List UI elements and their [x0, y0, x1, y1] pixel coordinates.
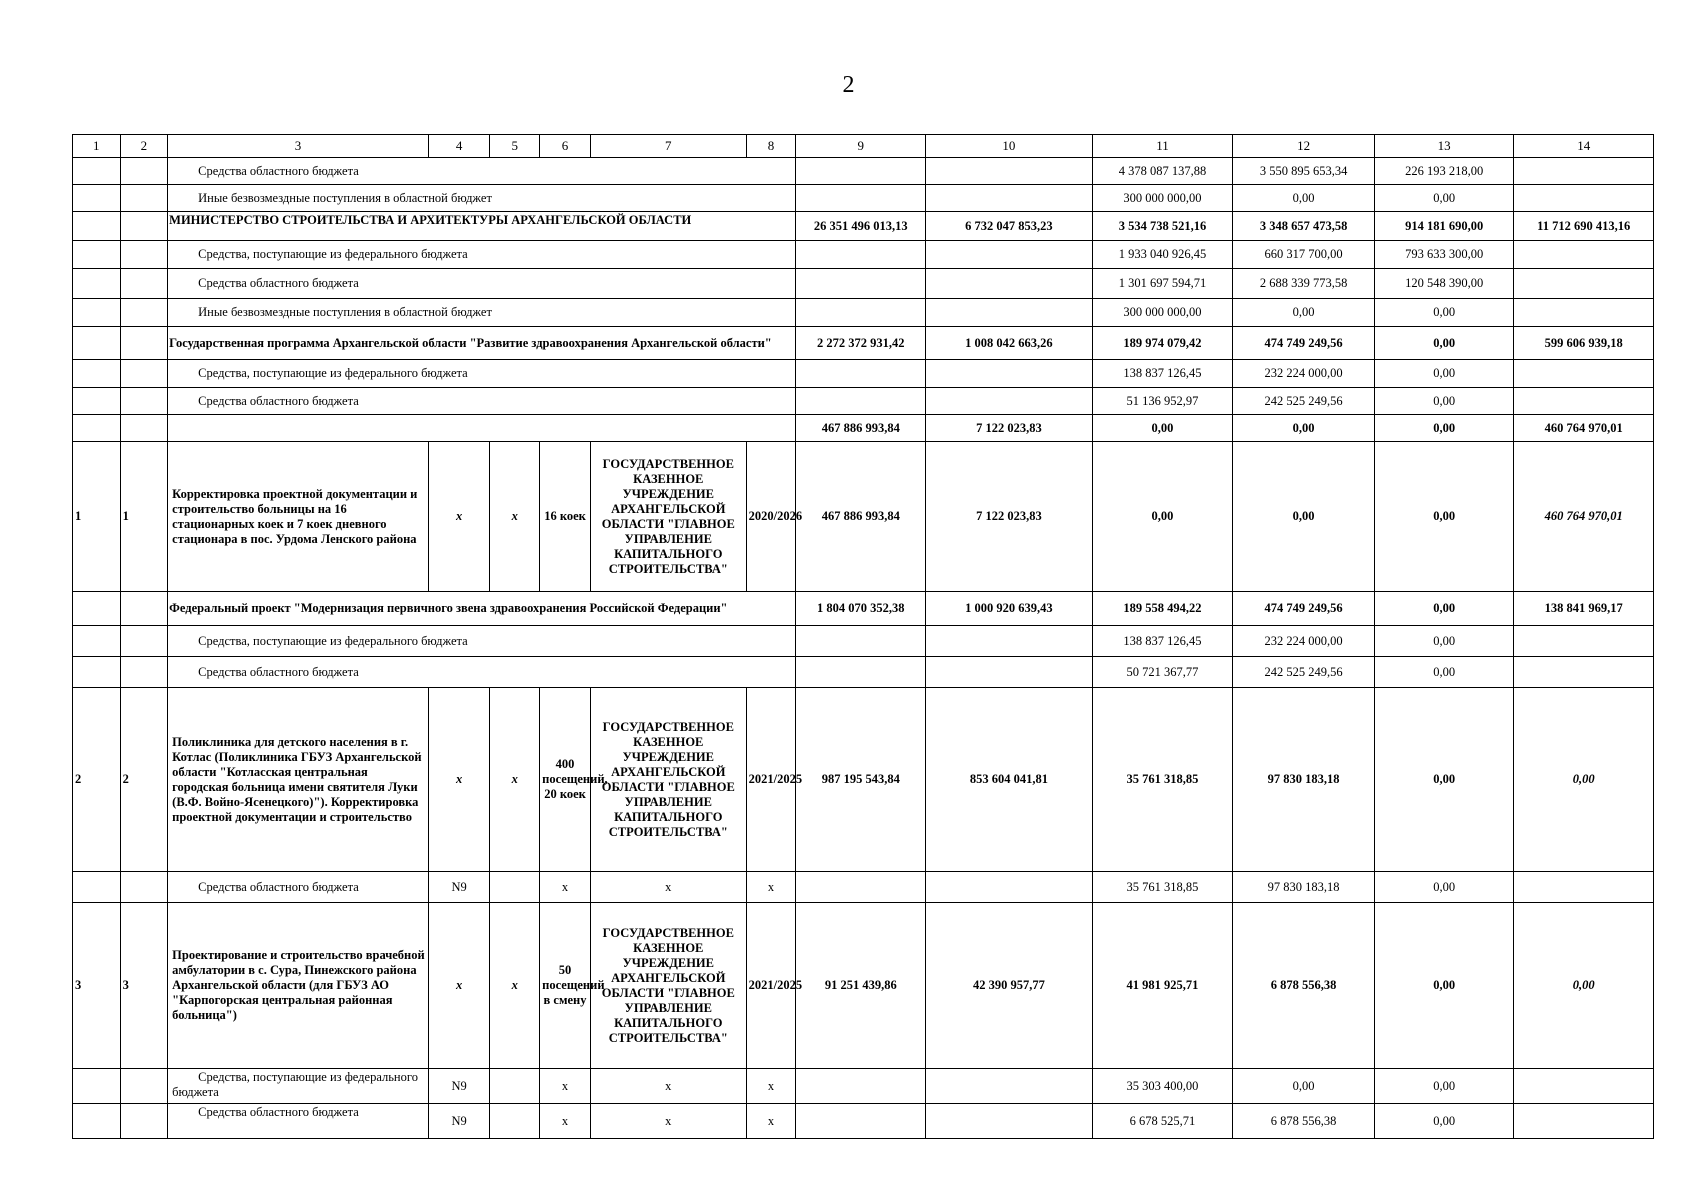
col4-value: N9 — [428, 1069, 490, 1104]
amount-col11: 138 837 126,45 — [1092, 360, 1233, 388]
amount-col13: 0,00 — [1374, 1104, 1514, 1139]
col7-value: x — [590, 872, 746, 903]
capacity: 50 посещений в смену — [540, 903, 591, 1069]
header-cell: 1 — [73, 135, 121, 158]
amount-col13: 0,00 — [1374, 388, 1514, 415]
responsible-organization: ГОСУДАРСТВЕННОЕ КАЗЕННОЕ УЧРЕЖДЕНИЕ АРХАНГЕЛЬСКОЙ ОБЛАСТИ "ГЛАВНОЕ УПРАВЛЕНИЕ КАПИТАЛЬНОГО СТРОИТЕЛЬСТВА" — [590, 442, 746, 592]
amount-col9: 91 251 439,86 — [796, 903, 926, 1069]
amount-col10: 42 390 957,77 — [926, 903, 1093, 1069]
row-subnumber: 1 — [120, 442, 168, 592]
row-label: Средства, поступающие из федерального бюджета — [168, 360, 796, 388]
amount-col12: 6 878 556,38 — [1233, 903, 1375, 1069]
row-subnumber: 2 — [120, 688, 168, 872]
amount-col9: 467 886 993,84 — [796, 415, 926, 442]
amount-col12: 242 525 249,56 — [1233, 388, 1375, 415]
col8-value: x — [746, 1069, 796, 1104]
amount-col12: 3 550 895 653,34 — [1233, 158, 1375, 185]
table-row — [73, 1069, 1654, 1104]
amount-col11: 138 837 126,45 — [1092, 626, 1233, 657]
amount-col11: 189 974 079,42 — [1092, 327, 1233, 360]
amount-col11: 3 534 738 521,16 — [1092, 212, 1233, 241]
table-row — [73, 872, 1654, 903]
amount-col11: 189 558 494,22 — [1092, 592, 1233, 626]
header-cell: 11 — [1092, 135, 1233, 158]
amount-col11: 35 761 318,85 — [1092, 688, 1233, 872]
col6-value: x — [540, 1069, 591, 1104]
amount-col13: 0,00 — [1374, 299, 1514, 327]
table-row-project — [73, 442, 1654, 592]
header-cell: 9 — [796, 135, 926, 158]
amount-col11: 300 000 000,00 — [1092, 185, 1233, 212]
amount-col13: 120 548 390,00 — [1374, 269, 1514, 299]
amount-col13: 0,00 — [1374, 185, 1514, 212]
amount-col11: 50 721 367,77 — [1092, 657, 1233, 688]
amount-col10: 7 122 023,83 — [926, 415, 1093, 442]
amount-col13: 226 193 218,00 — [1374, 158, 1514, 185]
amount-col12: 242 525 249,56 — [1233, 657, 1375, 688]
amount-col13: 0,00 — [1374, 872, 1514, 903]
period: 2020/2026 — [746, 442, 796, 592]
table-row — [73, 241, 1654, 269]
header-cell: 13 — [1374, 135, 1514, 158]
capacity: 16 коек — [540, 442, 591, 592]
amount-col13: 0,00 — [1374, 327, 1514, 360]
amount-col12: 474 749 249,56 — [1233, 327, 1375, 360]
col7-value: x — [590, 1069, 746, 1104]
amount-col12: 3 348 657 473,58 — [1233, 212, 1375, 241]
amount-col12: 232 224 000,00 — [1233, 360, 1375, 388]
amount-col10: 1 008 042 663,26 — [926, 327, 1093, 360]
table-row-program-total — [73, 327, 1654, 360]
table-row — [73, 158, 1654, 185]
amount-col13: 0,00 — [1374, 415, 1514, 442]
row-subnumber: 3 — [120, 903, 168, 1069]
amount-col14: 11 712 690 413,16 — [1514, 212, 1654, 241]
amount-col12: 97 830 183,18 — [1233, 688, 1375, 872]
amount-col12: 0,00 — [1233, 442, 1375, 592]
row-label: Средства областного бюджета — [168, 158, 796, 185]
header-cell: 6 — [540, 135, 591, 158]
col5-value: x — [490, 688, 540, 872]
table-row-subtotal — [73, 415, 1654, 442]
table-row-federal-project-total — [73, 592, 1654, 626]
row-label: Государственная программа Архангельской области "Развитие здравоохранения Архангельской области" — [168, 327, 796, 360]
amount-col9: 987 195 543,84 — [796, 688, 926, 872]
col4-value: N9 — [428, 1104, 490, 1139]
table-row — [73, 360, 1654, 388]
row-label: Средства областного бюджета — [168, 872, 429, 903]
amount-col10: 1 000 920 639,43 — [926, 592, 1093, 626]
amount-col14: 0,00 — [1514, 688, 1654, 872]
amount-col14: 599 606 939,18 — [1514, 327, 1654, 360]
amount-col12: 0,00 — [1233, 299, 1375, 327]
amount-col11: 41 981 925,71 — [1092, 903, 1233, 1069]
column-number-header — [73, 135, 1654, 158]
table-row — [73, 299, 1654, 327]
header-cell: 4 — [428, 135, 490, 158]
header-cell: 14 — [1514, 135, 1654, 158]
amount-col12: 2 688 339 773,58 — [1233, 269, 1375, 299]
amount-col13: 0,00 — [1374, 442, 1514, 592]
amount-col12: 0,00 — [1233, 415, 1375, 442]
row-number: 1 — [73, 442, 121, 592]
header-cell: 2 — [120, 135, 168, 158]
amount-col12: 97 830 183,18 — [1233, 872, 1375, 903]
table-row-project — [73, 903, 1654, 1069]
amount-col14: 0,00 — [1514, 903, 1654, 1069]
amount-col11: 1 933 040 926,45 — [1092, 241, 1233, 269]
amount-col11: 35 761 318,85 — [1092, 872, 1233, 903]
row-label: Средства, поступающие из федерального бюджета — [168, 1069, 429, 1104]
col7-value: x — [590, 1104, 746, 1139]
project-name: Проектирование и строительство врачебной амбулатории в с. Сура, Пинежского района Архангельской области (для ГБУЗ АО "Карпогорская центральная районная больница") — [168, 903, 429, 1069]
amount-col12: 0,00 — [1233, 1069, 1375, 1104]
amount-col11: 1 301 697 594,71 — [1092, 269, 1233, 299]
amount-col13: 0,00 — [1374, 1069, 1514, 1104]
amount-col11: 0,00 — [1092, 415, 1233, 442]
responsible-organization: ГОСУДАРСТВЕННОЕ КАЗЕННОЕ УЧРЕЖДЕНИЕ АРХАНГЕЛЬСКОЙ ОБЛАСТИ "ГЛАВНОЕ УПРАВЛЕНИЕ КАПИТАЛЬНОГО СТРОИТЕЛЬСТВА" — [590, 688, 746, 872]
row-label: Иные безвозмездные поступления в областной бюджет — [168, 299, 796, 327]
row-label: Федеральный проект "Модернизация первичного звена здравоохранения Российской Федерации" — [168, 592, 796, 626]
col4-value: N9 — [428, 872, 490, 903]
row-label: МИНИСТЕРСТВО СТРОИТЕЛЬСТВА И АРХИТЕКТУРЫ АРХАНГЕЛЬСКОЙ ОБЛАСТИ — [168, 212, 796, 241]
row-label: Средства, поступающие из федерального бюджета — [168, 626, 796, 657]
amount-col12: 660 317 700,00 — [1233, 241, 1375, 269]
budget-table — [72, 134, 1654, 1139]
table-row-project — [73, 688, 1654, 872]
col4-value: x — [428, 442, 490, 592]
project-name: Поликлиника для детского населения в г. Котлас (Поликлиника ГБУЗ Архангельской области "Котласская центральная городская больница имени святителя Луки (В.Ф. Войно-Ясенецкого)"). Корректировка проектной документации и строительство — [168, 688, 429, 872]
amount-col10: 853 604 041,81 — [926, 688, 1093, 872]
row-number: 3 — [73, 903, 121, 1069]
project-name: Корректировка проектной документации и строительство больницы на 16 стационарных коек и 7 коек дневного стационара в пос. Урдома Ленского района — [168, 442, 429, 592]
amount-col13: 0,00 — [1374, 688, 1514, 872]
amount-col11: 35 303 400,00 — [1092, 1069, 1233, 1104]
page-number: 2 — [842, 72, 855, 98]
amount-col12: 6 878 556,38 — [1233, 1104, 1375, 1139]
header-cell: 10 — [926, 135, 1093, 158]
amount-col9: 2 272 372 931,42 — [796, 327, 926, 360]
table-row — [73, 1104, 1654, 1139]
amount-col14: 460 764 970,01 — [1514, 442, 1654, 592]
amount-col13: 0,00 — [1374, 592, 1514, 626]
amount-col13: 914 181 690,00 — [1374, 212, 1514, 241]
table-row — [73, 388, 1654, 415]
amount-col11: 4 378 087 137,88 — [1092, 158, 1233, 185]
period: 2021/2025 — [746, 688, 796, 872]
amount-col9: 26 351 496 013,13 — [796, 212, 926, 241]
amount-col13: 0,00 — [1374, 657, 1514, 688]
amount-col12: 0,00 — [1233, 185, 1375, 212]
row-label: Средства областного бюджета — [168, 1104, 429, 1139]
capacity: 400 посещений, 20 коек — [540, 688, 591, 872]
amount-col10: 6 732 047 853,23 — [926, 212, 1093, 241]
table-row — [73, 269, 1654, 299]
amount-col9: 1 804 070 352,38 — [796, 592, 926, 626]
table-row — [73, 657, 1654, 688]
row-label: Средства областного бюджета — [168, 388, 796, 415]
amount-col11: 51 136 952,97 — [1092, 388, 1233, 415]
amount-col13: 0,00 — [1374, 360, 1514, 388]
header-cell: 3 — [168, 135, 429, 158]
row-label: Средства областного бюджета — [168, 657, 796, 688]
row-label: Иные безвозмездные поступления в областной бюджет — [168, 185, 796, 212]
amount-col13: 793 633 300,00 — [1374, 241, 1514, 269]
amount-col12: 232 224 000,00 — [1233, 626, 1375, 657]
amount-col14: 460 764 970,01 — [1514, 415, 1654, 442]
row-label: Средства областного бюджета — [168, 269, 796, 299]
row-number: 2 — [73, 688, 121, 872]
col8-value: x — [746, 872, 796, 903]
col4-value: x — [428, 903, 490, 1069]
amount-col12: 474 749 249,56 — [1233, 592, 1375, 626]
col4-value: x — [428, 688, 490, 872]
amount-col10: 7 122 023,83 — [926, 442, 1093, 592]
amount-col13: 0,00 — [1374, 903, 1514, 1069]
col6-value: x — [540, 872, 591, 903]
responsible-organization: ГОСУДАРСТВЕННОЕ КАЗЕННОЕ УЧРЕЖДЕНИЕ АРХАНГЕЛЬСКОЙ ОБЛАСТИ "ГЛАВНОЕ УПРАВЛЕНИЕ КАПИТАЛЬНОГО СТРОИТЕЛЬСТВА" — [590, 903, 746, 1069]
row-label: Средства, поступающие из федерального бюджета — [168, 241, 796, 269]
amount-col11: 0,00 — [1092, 442, 1233, 592]
amount-col11: 300 000 000,00 — [1092, 299, 1233, 327]
amount-col11: 6 678 525,71 — [1092, 1104, 1233, 1139]
header-cell: 8 — [746, 135, 796, 158]
table-row — [73, 185, 1654, 212]
col5-value: x — [490, 442, 540, 592]
header-cell: 5 — [490, 135, 540, 158]
amount-col13: 0,00 — [1374, 626, 1514, 657]
table-row-ministry-total — [73, 212, 1654, 241]
col5-value: x — [490, 903, 540, 1069]
col8-value: x — [746, 1104, 796, 1139]
col6-value: x — [540, 1104, 591, 1139]
table-row — [73, 626, 1654, 657]
period: 2021/2025 — [746, 903, 796, 1069]
amount-col9: 467 886 993,84 — [796, 442, 926, 592]
header-cell: 7 — [590, 135, 746, 158]
amount-col14: 138 841 969,17 — [1514, 592, 1654, 626]
header-cell: 12 — [1233, 135, 1375, 158]
